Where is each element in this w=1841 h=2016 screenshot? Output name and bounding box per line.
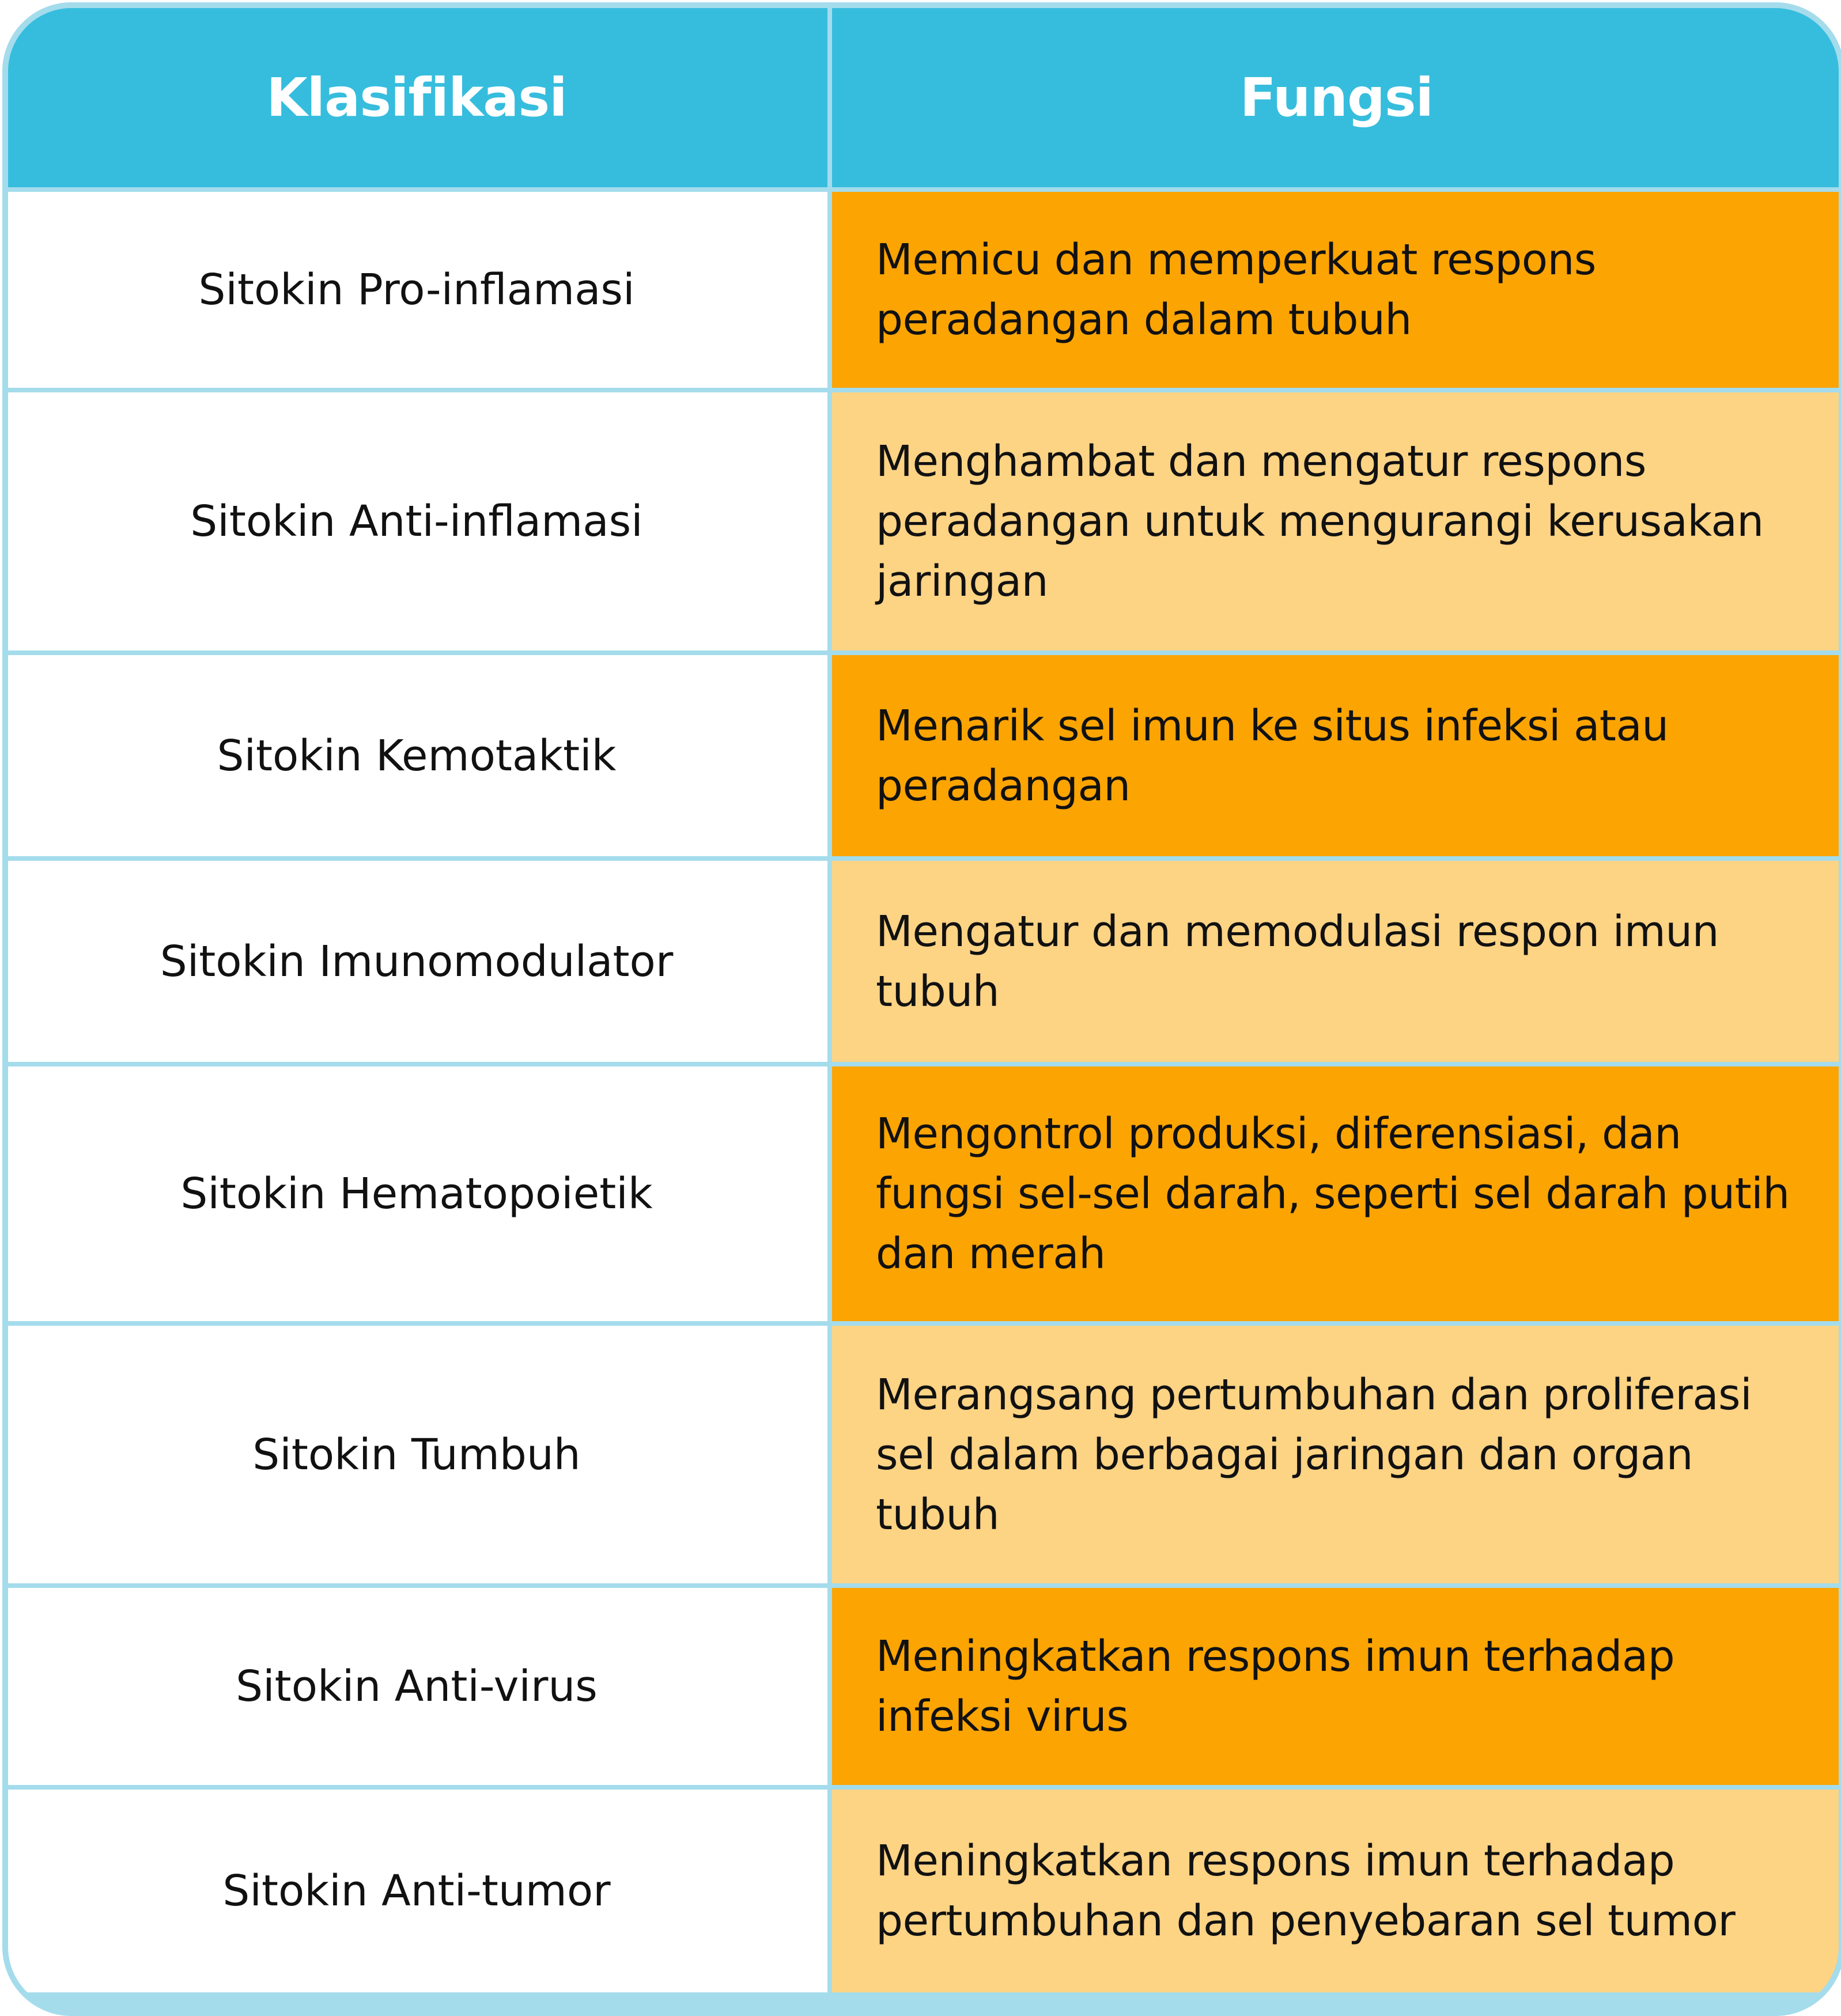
row-function: Memicu dan memperkuat respons peradangan dalam tubuh (832, 192, 1841, 388)
row-classification: Sitokin Anti-virus (6, 1588, 827, 1785)
row-classification: Sitokin Kemotaktik (6, 655, 827, 856)
row-classification: Sitokin Anti-tumor (6, 1790, 827, 1992)
row-classification: Sitokin Imunomodulator (6, 861, 827, 1062)
row-function: Meningkatkan respons imun terhadap pertumbuhan dan penyebaran sel tumor (832, 1790, 1841, 1992)
header-classification: Klasifikasi (6, 8, 827, 187)
row-classification: Sitokin Hematopoietik (6, 1066, 827, 1321)
row-classification: Sitokin Tumbuh (6, 1326, 827, 1583)
header-function: Fungsi (832, 8, 1841, 187)
row-function: Meningkatkan respons imun terhadap infeksi virus (832, 1588, 1841, 1785)
row-classification: Sitokin Pro-inflamasi (6, 192, 827, 388)
row-classification: Sitokin Anti-inflamasi (6, 392, 827, 650)
cytokine-table (2, 2, 1841, 2016)
row-function: Mengontrol produksi, diferensiasi, dan fungsi sel-sel darah, seperti sel darah putih dan merah (832, 1066, 1841, 1321)
row-function: Menarik sel imun ke situs infeksi atau peradangan (832, 655, 1841, 856)
row-function: Mengatur dan memodulasi respon imun tubuh (832, 861, 1841, 1062)
row-function: Merangsang pertumbuhan dan proliferasi sel dalam berbagai jaringan dan organ tubuh (832, 1326, 1841, 1583)
row-function: Menghambat dan mengatur respons peradangan untuk mengurangi kerusakan jaringan (832, 392, 1841, 650)
table-grid (6, 8, 1836, 2010)
